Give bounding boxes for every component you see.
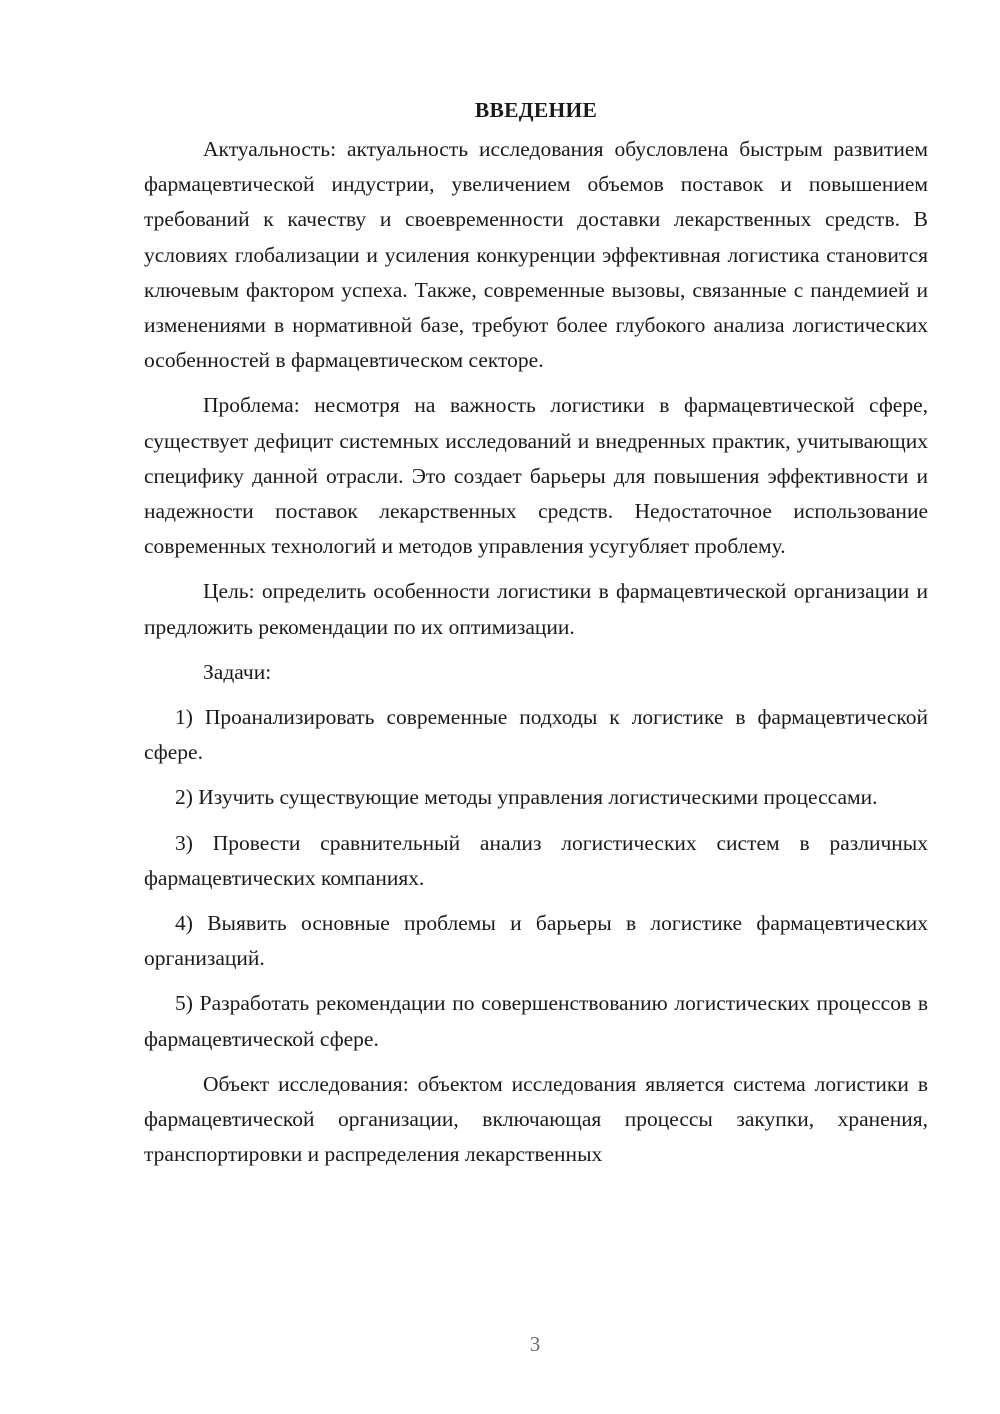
section-title: ВВЕДЕНИЕ: [474, 98, 598, 122]
task-item: 1) Проанализировать современные подходы к логистике в фармацевтической сфере.: [144, 705, 928, 765]
relevance-paragraph: Актуальность: актуальность исследования обусловлена быстрым развитием фармацевтической индустрии, увеличением объемов поставок и повышением требований к качеству и своевременности доставки лекарственных средств. В условиях глобализации и усиления конкуренции эффективная логистика становится ключевым фактором успеха. Также, современные вызовы, связанные с пандемией и изменениями в нормативной базе, требуют более глубокого анализа логистических особенностей в фармацевтическом секторе.: [144, 137, 928, 373]
problem-paragraph: Проблема: несмотря на важность логистики в фармацевтической сфере, существует дефицит системных исследований и внедренных практик, учитывающих специфику данной отрасли. Это создает барьеры для повышения эффективности и надежности поставок лекарственных средств. Недостаточное использование современных технологий и методов управления усугубляет проблему.: [144, 393, 928, 559]
task-item: 5) Разработать рекомендации по совершенствованию логистических процессов в фармацевтической сфере.: [144, 991, 928, 1051]
task-item: 4) Выявить основные проблемы и барьеры в логистике фармацевтических организаций.: [144, 911, 928, 971]
tasks-list: [144, 700, 928, 1057]
page-number: 3: [529, 1332, 541, 1356]
task-item: 2) Изучить существующие методы управления логистическими процессами.: [175, 785, 878, 810]
tasks-heading: Задачи:: [203, 659, 272, 684]
document-page: [144, 92, 928, 1182]
task-item: 3) Провести сравнительный анализ логистических систем в различных фармацевтических компаниях.: [144, 830, 928, 890]
goal-paragraph: Цель: определить особенности логистики в фармацевтической организации и предложить рекомендации по их оптимизации.: [144, 579, 928, 639]
object-paragraph: Объект исследования: объектом исследования является система логистики в фармацевтической организации, включающая процессы закупки, хранения, транспортировки и распределения лекарственных: [144, 1071, 928, 1167]
